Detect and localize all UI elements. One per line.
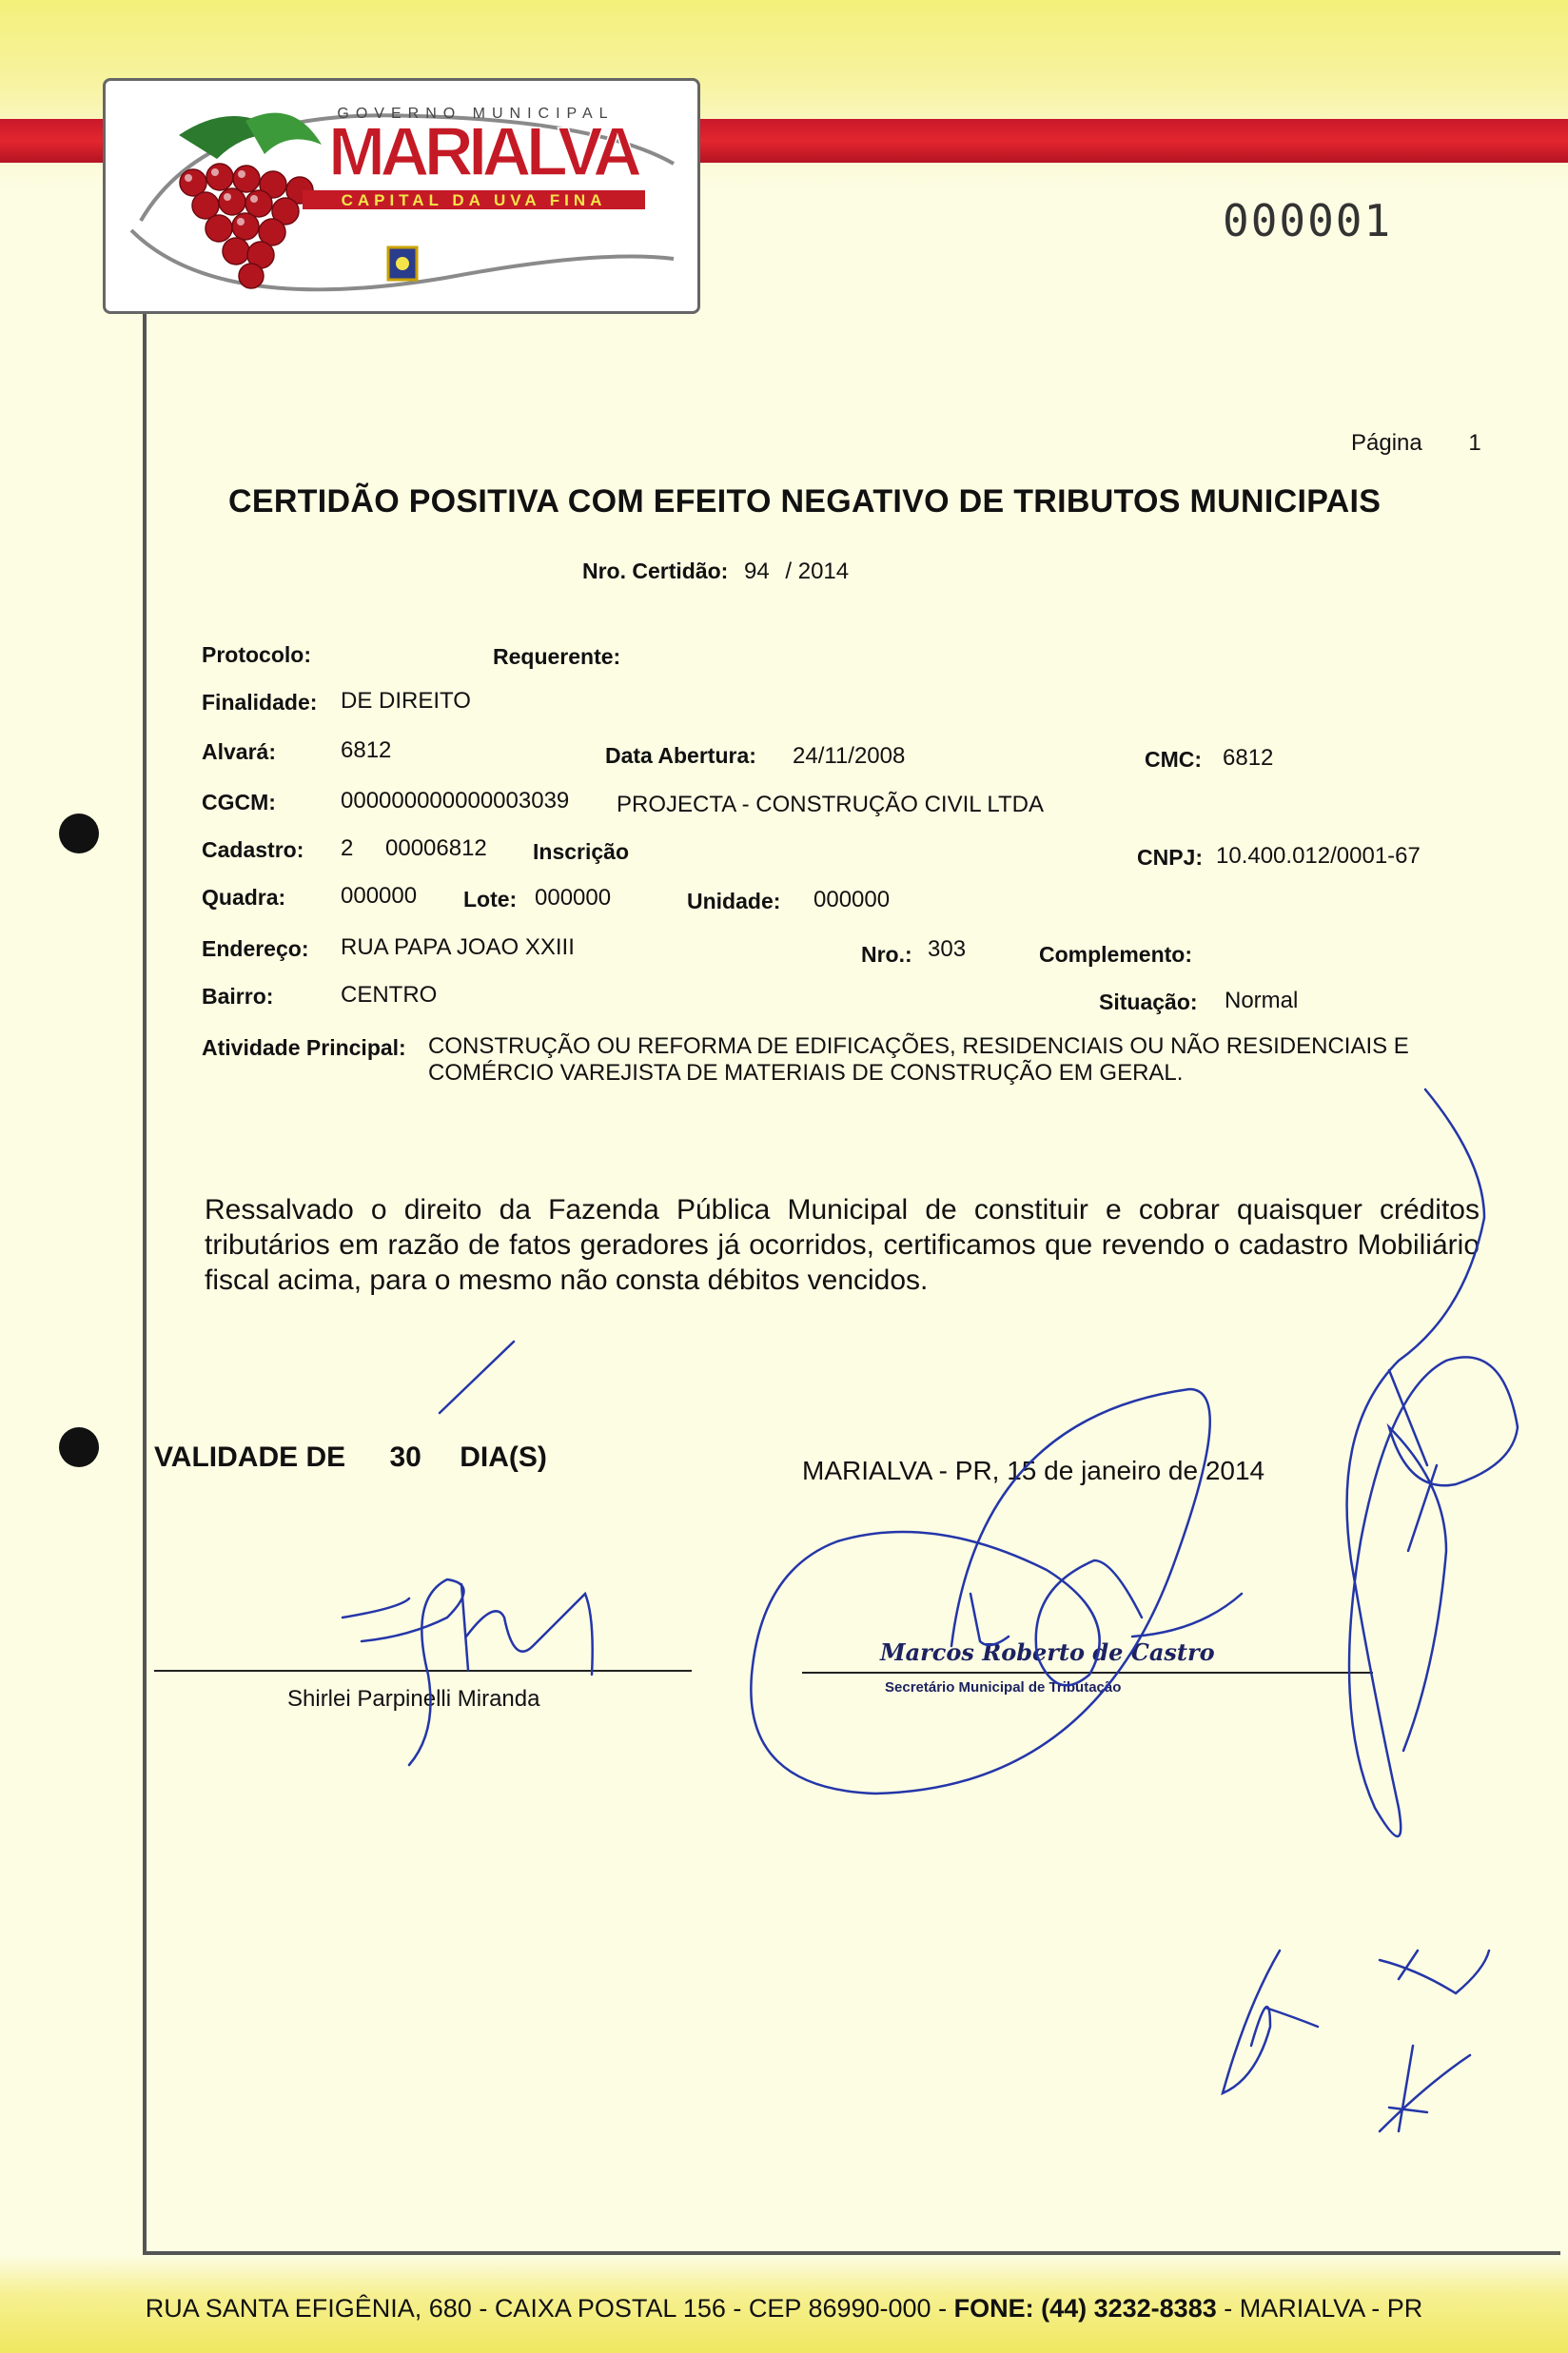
- cgcm-value: 000000000000003039: [341, 788, 570, 814]
- document-title: CERTIDÃO POSITIVA COM EFEITO NEGATIVO DE TRIBUTOS MUNICIPAIS: [228, 483, 1382, 520]
- certificate-year: / 2014: [785, 559, 850, 584]
- data-abertura-label: Data Abertura:: [605, 743, 756, 768]
- binder-hole: [59, 1427, 99, 1467]
- certificate-number: [582, 559, 849, 585]
- page-number: 1: [1468, 430, 1481, 456]
- footer-city: - MARIALVA - PR: [1216, 2294, 1423, 2323]
- inscricao-label: Inscrição: [533, 839, 629, 864]
- cgcm-label: CGCM:: [202, 790, 276, 814]
- nro-label: Nro.:: [861, 942, 912, 967]
- finalidade-value: DE DIREITO: [341, 688, 471, 714]
- cnpj-label: CNPJ:: [1137, 845, 1204, 870]
- unidade-value: 000000: [813, 887, 891, 912]
- cadastro-value-a: 2: [341, 835, 354, 861]
- alvara-label: Alvará:: [202, 739, 276, 764]
- binder-hole: [59, 814, 99, 853]
- quadra-label: Quadra:: [202, 885, 286, 910]
- lote-value: 000000: [535, 885, 612, 911]
- validity-prefix: VALIDADE DE: [154, 1441, 346, 1473]
- endereco-label: Endereço:: [202, 936, 309, 961]
- signer-right-name: Marcos Roberto de Castro: [880, 1638, 1215, 1666]
- cadastro-value-b: 00006812: [385, 835, 487, 861]
- quadra-value: 000000: [341, 883, 418, 909]
- cadastro-label: Cadastro:: [202, 837, 304, 862]
- atividade-line-2: COMÉRCIO VAREJISTA DE MATERIAIS DE CONSTRUÇÃO EM GERAL.: [428, 1060, 1184, 1086]
- logo-top-text: GOVERNO MUNICIPAL: [337, 106, 615, 122]
- atividade-label: Atividade Principal:: [202, 1035, 406, 1060]
- footer-phone-label: FONE:: [953, 2294, 1034, 2323]
- left-border-rule: [143, 314, 147, 2255]
- grape-logo-icon: [103, 78, 700, 314]
- logo-tagline: CAPITAL DA UVA FINA: [341, 191, 607, 209]
- atividade-line-1: CONSTRUÇÃO OU REFORMA DE EDIFICAÇÕES, RESIDENCIAIS OU NÃO RESIDENCIAIS E: [428, 1033, 1409, 1059]
- logo-city-name: MARIALVA: [328, 114, 642, 190]
- footer-phone: (44) 3232-8383: [1041, 2294, 1217, 2323]
- company-name: PROJECTA - CONSTRUÇÃO CIVIL LTDA: [617, 792, 1044, 817]
- certification-text: Ressalvado o direito da Fazenda Pública Municipal de constituir e cobrar quaisquer créditos tributários em razão de fatos geradores já ocorridos, certificamos que revendo o cadastro Mobiliário fiscal acima, para o mesmo não consta débitos vencidos.: [205, 1194, 1480, 1296]
- protocolo-label: Protocolo:: [202, 642, 311, 667]
- situacao-label: Situação:: [1099, 990, 1198, 1014]
- certificate-value: 94: [744, 559, 770, 584]
- validity-days: 30: [389, 1441, 421, 1473]
- bairro-label: Bairro:: [202, 984, 274, 1009]
- alvara-value: 6812: [341, 737, 392, 763]
- bottom-border-rule: [143, 2251, 1560, 2255]
- data-abertura-value: 24/11/2008: [793, 743, 906, 769]
- footer-address: [0, 2294, 1568, 2324]
- document-number: 000001: [1223, 195, 1393, 246]
- validity-statement: [154, 1441, 547, 1474]
- cmc-value: 6812: [1223, 745, 1274, 771]
- signature-line-left: [154, 1670, 692, 1672]
- place-date: MARIALVA - PR, 15 de janeiro de 2014: [802, 1456, 1265, 1485]
- signature-line-right: [802, 1672, 1373, 1674]
- footer-address-text: RUA SANTA EFIGÊNIA, 680 - CAIXA POSTAL 156 - CEP 86990-000 -: [145, 2294, 954, 2323]
- situacao-value: Normal: [1225, 988, 1299, 1013]
- signer-right-title: Secretário Municipal de Tributação: [885, 1679, 1122, 1696]
- nro-value: 303: [928, 936, 967, 962]
- signer-left-name: Shirlei Parpinelli Miranda: [287, 1686, 540, 1712]
- cmc-label: CMC:: [1145, 747, 1203, 772]
- requerente-label: Requerente:: [493, 644, 621, 669]
- endereco-value: RUA PAPA JOAO XXIII: [341, 934, 575, 960]
- finalidade-label: Finalidade:: [202, 690, 318, 715]
- complemento-label: Complemento:: [1039, 942, 1192, 967]
- bairro-value: CENTRO: [341, 982, 438, 1008]
- unidade-label: Unidade:: [687, 889, 781, 913]
- certificate-label: Nro. Certidão:: [582, 559, 729, 583]
- page-label: Página: [1351, 430, 1422, 456]
- cnpj-value: 10.400.012/0001-67: [1216, 843, 1421, 869]
- validity-unit: DIA(S): [460, 1441, 547, 1473]
- lote-label: Lote:: [463, 887, 518, 912]
